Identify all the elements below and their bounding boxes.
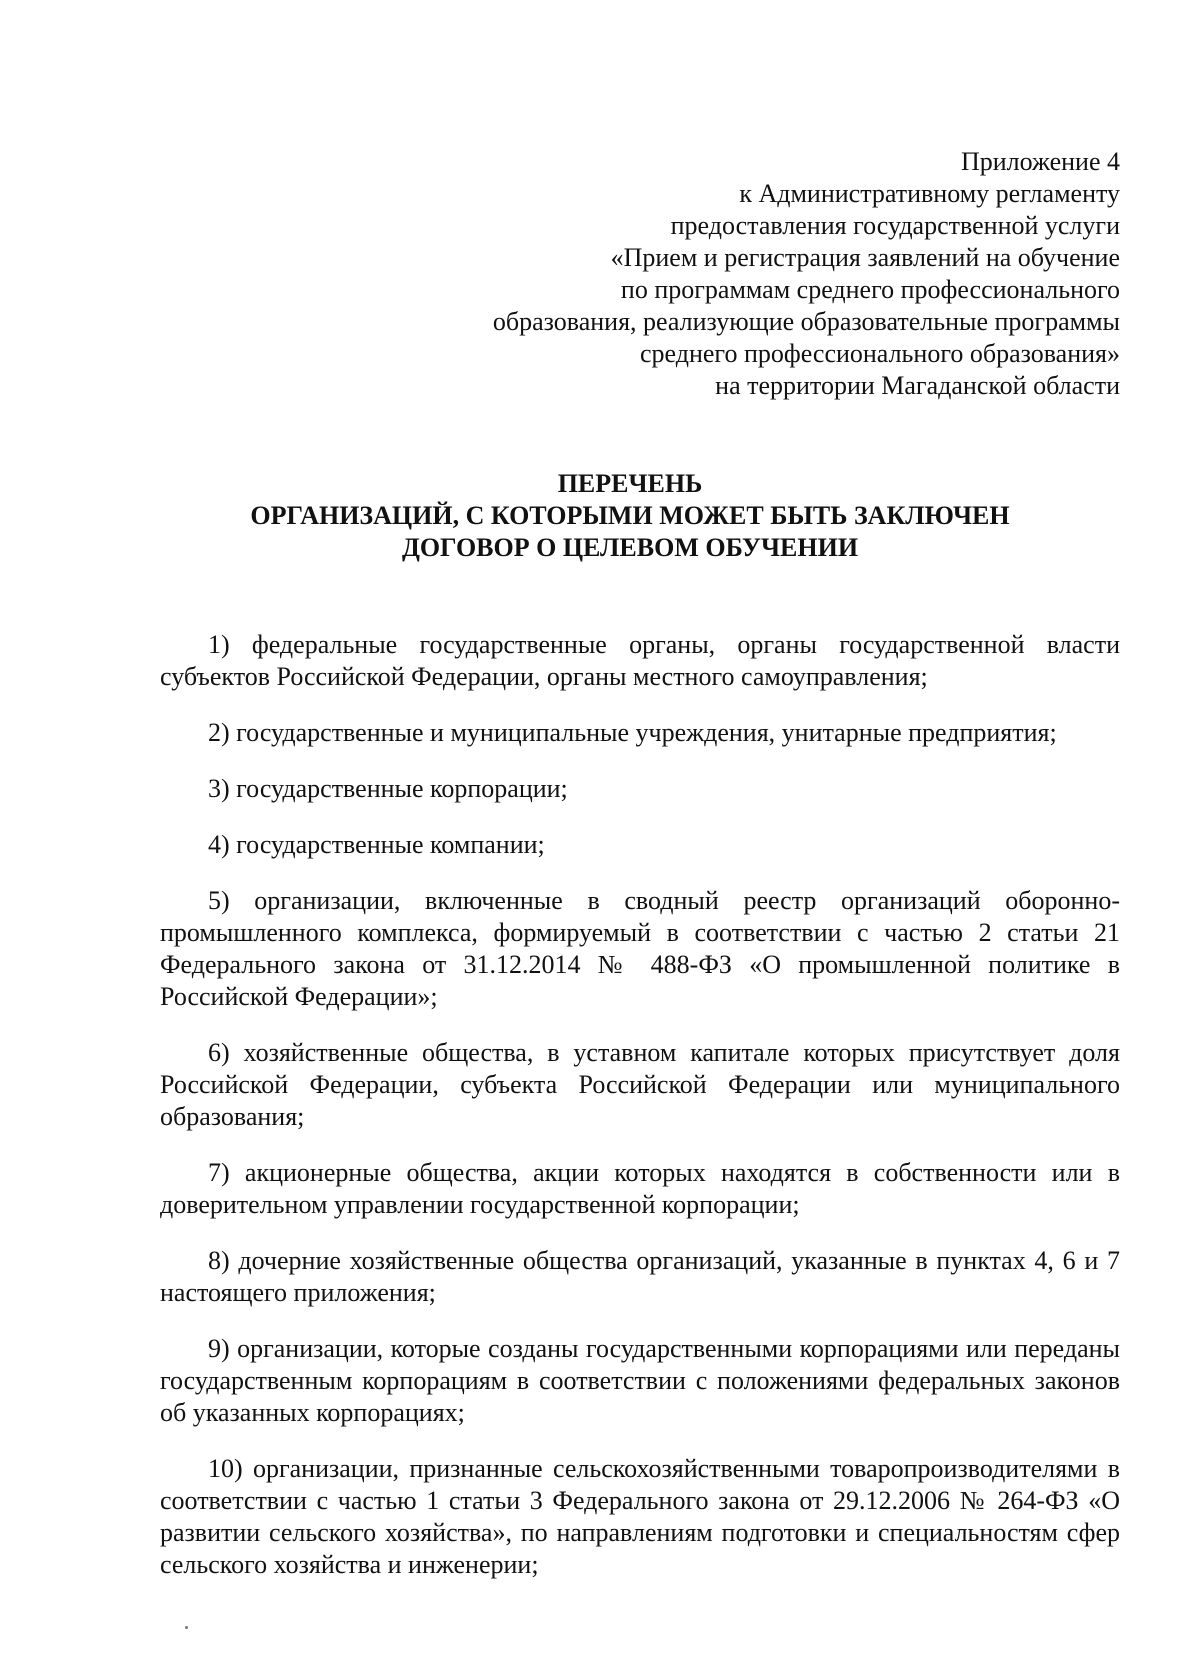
- annex-line: «Прием и регистрация заявлений на обучение: [610, 243, 1120, 272]
- annex-line: образования, реализующие образовательные программы: [492, 307, 1120, 336]
- title-line: ПЕРЕЧЕНЬ: [557, 469, 703, 498]
- title-line: ДОГОВОР О ЦЕЛЕВОМ ОБУЧЕНИИ: [401, 533, 859, 562]
- list-item: 1) федеральные государственные органы, органы государственной власти субъектов Российской Федерации, органы местного самоуправления;: [160, 630, 1120, 691]
- list-item: 2) государственные и муниципальные учреждения, унитарные предприятия;: [208, 718, 1057, 747]
- list-item: 7) акционерные общества, акции которых находятся в собственности или в доверительном управлении государственной корпорации;: [160, 1158, 1120, 1219]
- annex-line: на территории Магаданской области: [715, 371, 1120, 400]
- annex-line: Приложение 4: [960, 147, 1120, 176]
- scan-speck: [185, 1626, 188, 1629]
- annex-line: к Административному регламенту: [739, 179, 1120, 208]
- list-item: 5) организации, включенные в сводный реестр организаций оборонно-промышленного комплекса, формируемый в соответствии с частью 2 статьи 21 Федерального закона от 31.12.2014 № 488-ФЗ «О промышленной политике в Российской Федерации»;: [160, 886, 1120, 1011]
- list-item: 6) хозяйственные общества, в уставном капитале которых присутствует доля Российской Федерации, субъекта Российской Федерации или муниципального образования;: [160, 1038, 1120, 1131]
- list-item: 8) дочерние хозяйственные общества организаций, указанные в пунктах 4, 6 и 7 настоящего приложения;: [160, 1246, 1120, 1307]
- annex-line: среднего профессионального образования»: [640, 339, 1120, 368]
- list-item: 4) государственные компании;: [208, 830, 545, 859]
- organization-list: [160, 629, 1120, 1605]
- title-line: ОРГАНИЗАЦИЙ, С КОТОРЫМИ МОЖЕТ БЫТЬ ЗАКЛЮЧЕН: [250, 501, 1010, 530]
- document-title: [140, 468, 1120, 564]
- list-item: 9) организации, которые созданы государственными корпорациями или переданы государственным корпорациям в соответствии с положениями федеральных законов об указанных корпорациях;: [160, 1334, 1120, 1427]
- annex-reference-block: [360, 146, 1120, 402]
- list-item: 3) государственные корпорации;: [208, 774, 568, 803]
- annex-line: по программам среднего профессионального: [620, 275, 1120, 304]
- annex-line: предоставления государственной услуги: [670, 211, 1120, 240]
- list-item: 10) организации, признанные сельскохозяйственными товаропроизводителями в соответствии с частью 1 статьи 3 Федерального закона от 29.12.2006 № 264-ФЗ «О развитии сельского хозяйства», по направлениям подготовки и специальностям сфер сельского хозяйства и инженерии;: [160, 1454, 1120, 1579]
